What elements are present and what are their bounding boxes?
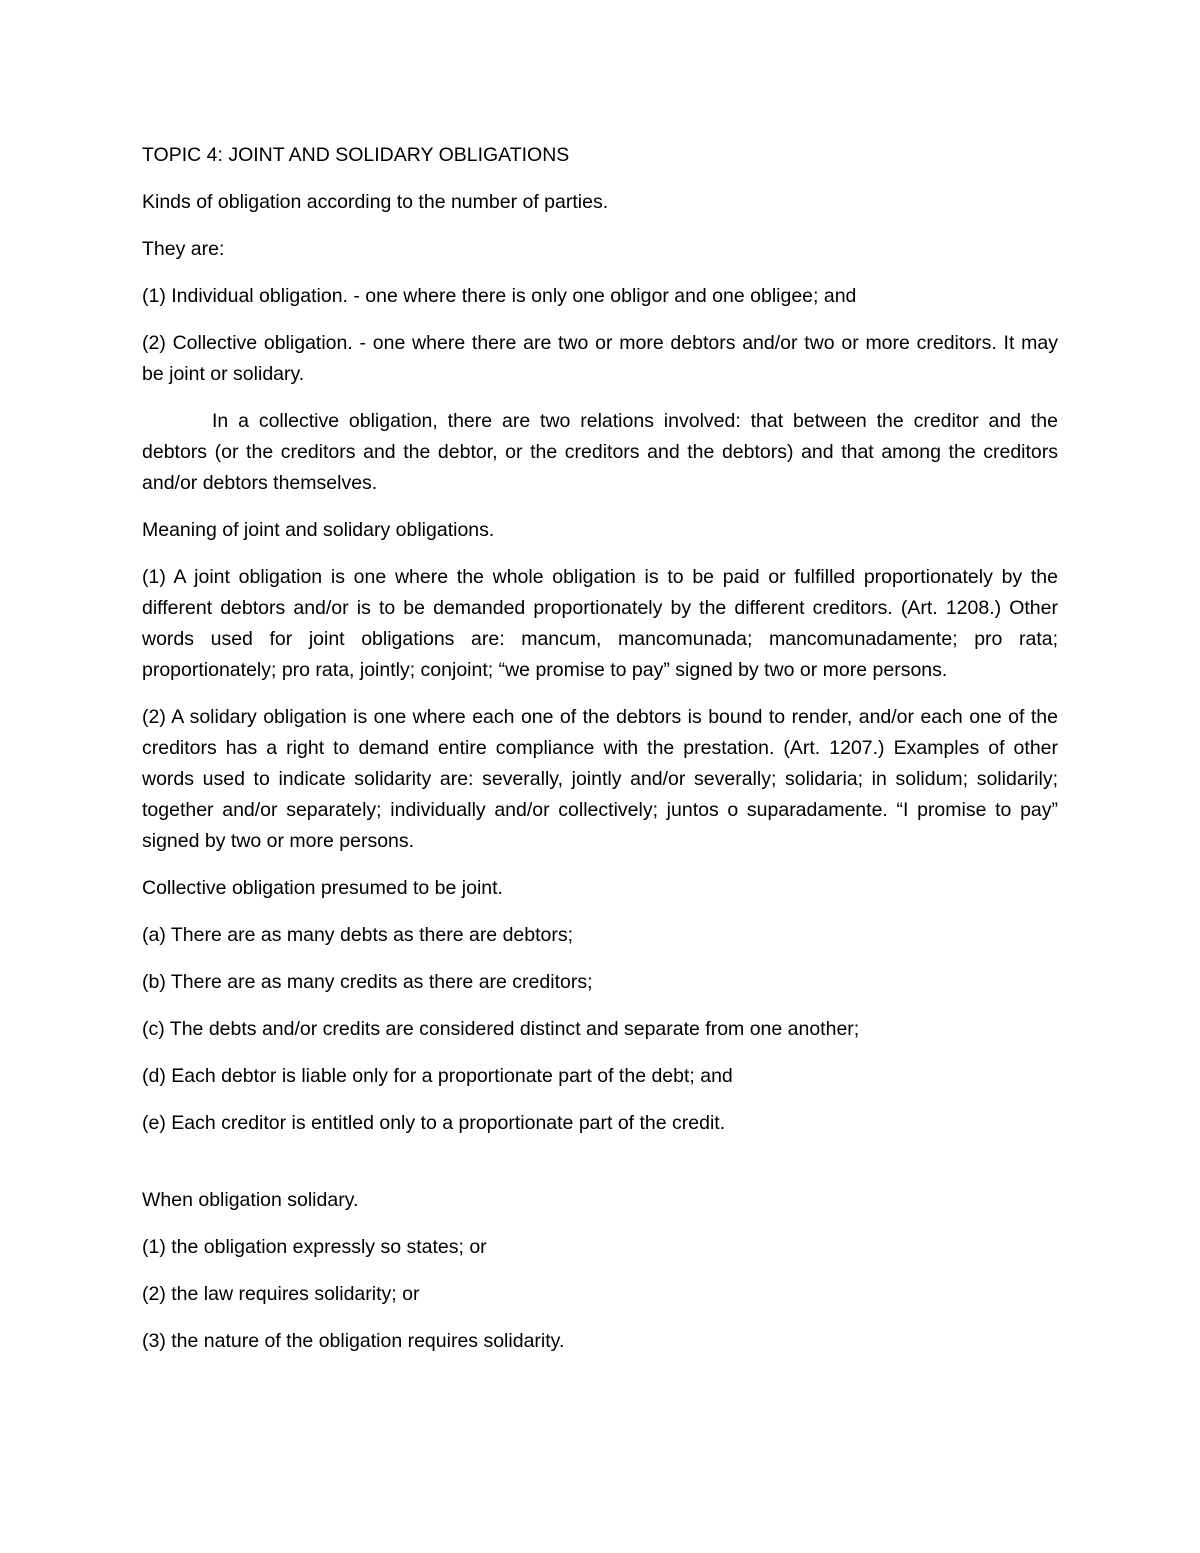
presumed-item-a: (a) There are as many debts as there are debtors; — [142, 924, 574, 946]
kinds-item-individual: (1) Individual obligation. - one where there is only one obligor and one obligee; and — [142, 285, 857, 307]
solidary-heading: When obligation solidary. — [142, 1189, 359, 1211]
presumed-item-b: (b) There are as many credits as there are creditors; — [142, 971, 593, 993]
meaning-item-joint: (1) A joint obligation is one where the whole obligation is to be paid or fulfilled proportionately by the different debtors and/or is to be demanded proportionately by the different creditors. (Art. 1208.) Other words used for joint obligations are: mancum, mancomunada; mancomunadamente; pro rata; proportionately; pro rata, jointly; conjoint; “we promise to pay” signed by two or more persons. — [142, 566, 1058, 681]
document-page — [142, 140, 1058, 1373]
kinds-heading: Kinds of obligation according to the number of parties. — [142, 191, 609, 213]
solidary-item-3: (3) the nature of the obligation requires solidarity. — [142, 1330, 565, 1352]
document-title: TOPIC 4: JOINT AND SOLIDARY OBLIGATIONS — [142, 144, 570, 166]
meaning-item-solidary: (2) A solidary obligation is one where each one of the debtors is bound to render, and/or each one of the creditors has a right to demand entire compliance with the prestation. (Art. 1207.) Examples of other words used to indicate solidarity are: severally, jointly and/or severally; solidaria; in solidum; solidarily; together and/or separately; individually and/or collectively; juntos o suparadamente. “I promise to pay” signed by two or more persons. — [142, 706, 1058, 852]
solidary-item-1: (1) the obligation expressly so states; or — [142, 1236, 487, 1258]
kinds-item-collective: (2) Collective obligation. - one where there are two or more debtors and/or two or more creditors. It may be joint or solidary. — [142, 332, 1058, 385]
meaning-heading: Meaning of joint and solidary obligations. — [142, 519, 495, 541]
relations-paragraph: In a collective obligation, there are two relations involved: that between the creditor and the debtors (or the creditors and the debtor, or the creditors and the debtors) and that among the creditors and/or debtors themselves. — [142, 410, 1058, 494]
presumed-item-e: (e) Each creditor is entitled only to a proportionate part of the credit. — [142, 1112, 726, 1134]
they-are-label: They are: — [142, 238, 225, 260]
presumed-item-d: (d) Each debtor is liable only for a proportionate part of the debt; and — [142, 1065, 733, 1087]
solidary-item-2: (2) the law requires solidarity; or — [142, 1283, 420, 1305]
presumed-item-c: (c) The debts and/or credits are considered distinct and separate from one another; — [142, 1018, 860, 1040]
presumed-heading: Collective obligation presumed to be joint. — [142, 877, 503, 899]
